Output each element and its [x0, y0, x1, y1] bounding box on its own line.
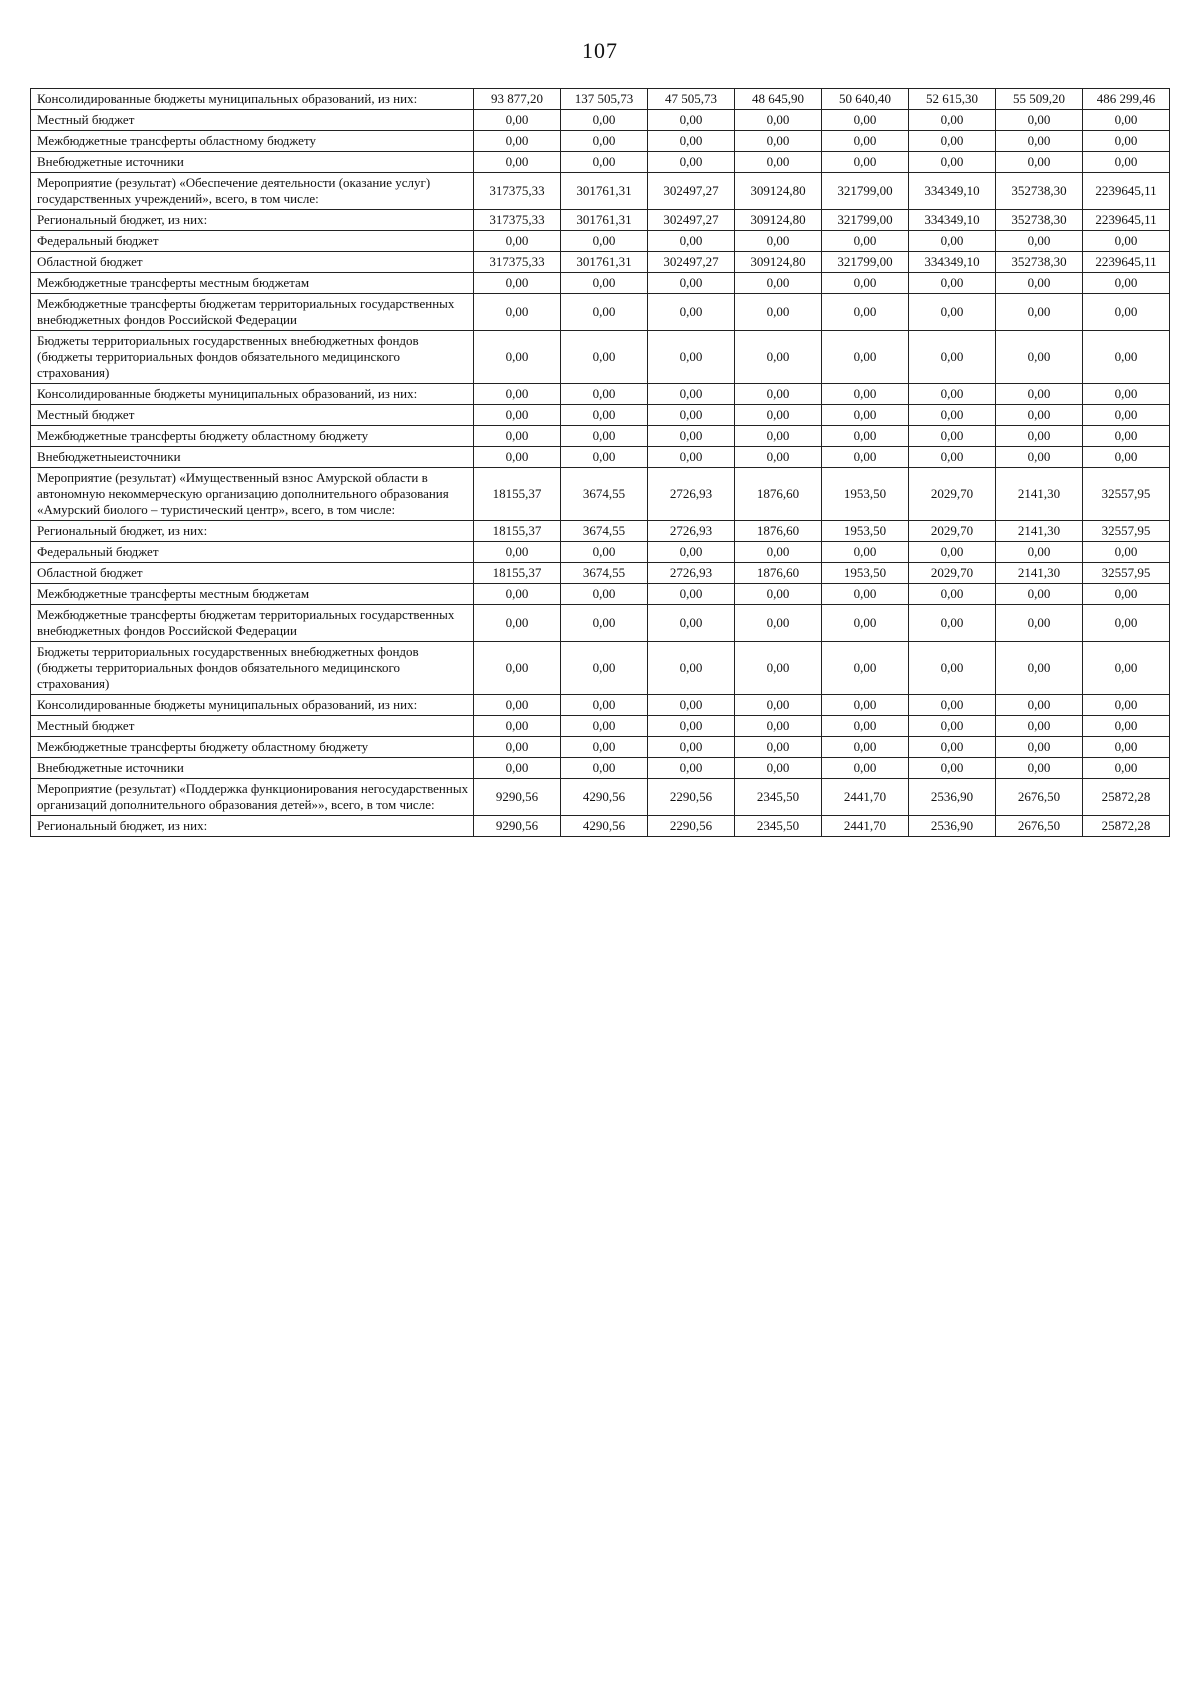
- row-value: 0,00: [909, 405, 996, 426]
- row-value: 0,00: [735, 273, 822, 294]
- row-value: 0,00: [648, 384, 735, 405]
- row-value: 0,00: [1083, 605, 1170, 642]
- row-value: 0,00: [822, 152, 909, 173]
- table-row: [31, 737, 1170, 758]
- row-value: 0,00: [474, 405, 561, 426]
- row-value: 317375,33: [474, 173, 561, 210]
- row-value: 0,00: [822, 231, 909, 252]
- row-value: 302497,27: [648, 210, 735, 231]
- row-value: 0,00: [996, 695, 1083, 716]
- row-value: 0,00: [474, 737, 561, 758]
- row-value: 0,00: [909, 542, 996, 563]
- row-value: 2345,50: [735, 779, 822, 816]
- row-value: 2141,30: [996, 563, 1083, 584]
- row-value: 0,00: [996, 758, 1083, 779]
- row-value: 0,00: [909, 384, 996, 405]
- row-label: Бюджеты территориальных государственных внебюджетных фондов (бюджеты территориальных фондов обязательного медицинского страхования): [31, 331, 474, 384]
- row-value: 1876,60: [735, 521, 822, 542]
- row-value: 2290,56: [648, 779, 735, 816]
- row-value: 0,00: [909, 273, 996, 294]
- row-value: 32557,95: [1083, 468, 1170, 521]
- row-value: 0,00: [561, 152, 648, 173]
- row-value: 0,00: [648, 737, 735, 758]
- row-value: 0,00: [648, 642, 735, 695]
- row-value: 0,00: [1083, 152, 1170, 173]
- row-value: 0,00: [561, 542, 648, 563]
- budget-table: [30, 88, 1170, 837]
- row-value: 0,00: [822, 737, 909, 758]
- row-label: Региональный бюджет, из них:: [31, 521, 474, 542]
- row-value: 18155,37: [474, 521, 561, 542]
- page-number: 107: [582, 38, 618, 63]
- row-value: 0,00: [474, 131, 561, 152]
- row-value: 0,00: [1083, 273, 1170, 294]
- row-value: 0,00: [909, 737, 996, 758]
- row-label: Межбюджетные трансферты бюджету областному бюджету: [31, 426, 474, 447]
- row-value: 2441,70: [822, 816, 909, 837]
- row-value: 0,00: [735, 231, 822, 252]
- row-label: Бюджеты территориальных государственных внебюджетных фондов (бюджеты территориальных фондов обязательного медицинского страхования): [31, 642, 474, 695]
- row-value: 321799,00: [822, 210, 909, 231]
- row-label: Мероприятие (результат) «Обеспечение деятельности (оказание услуг) государственных учреждений», всего, в том числе:: [31, 173, 474, 210]
- table-row: [31, 252, 1170, 273]
- row-value: 0,00: [1083, 716, 1170, 737]
- row-label: Межбюджетные трансферты бюджетам территориальных государственных внебюджетных фондов Российской Федерации: [31, 294, 474, 331]
- row-value: 0,00: [1083, 584, 1170, 605]
- row-value: 0,00: [561, 294, 648, 331]
- row-value: 0,00: [822, 426, 909, 447]
- row-value: 0,00: [735, 384, 822, 405]
- row-value: 0,00: [561, 758, 648, 779]
- table-row: [31, 642, 1170, 695]
- row-value: 301761,31: [561, 252, 648, 273]
- row-label: Внебюджетныеисточники: [31, 447, 474, 468]
- row-value: 0,00: [648, 426, 735, 447]
- row-value: 0,00: [909, 110, 996, 131]
- row-value: 0,00: [648, 131, 735, 152]
- table-row: [31, 89, 1170, 110]
- row-value: 0,00: [1083, 737, 1170, 758]
- row-value: 0,00: [561, 405, 648, 426]
- row-value: 321799,00: [822, 173, 909, 210]
- row-value: 47 505,73: [648, 89, 735, 110]
- row-label: Областной бюджет: [31, 252, 474, 273]
- table-row: [31, 294, 1170, 331]
- row-value: 0,00: [909, 426, 996, 447]
- row-value: 4290,56: [561, 816, 648, 837]
- row-label: Областной бюджет: [31, 563, 474, 584]
- row-value: 2029,70: [909, 563, 996, 584]
- row-label: Консолидированные бюджеты муниципальных образований, из них:: [31, 89, 474, 110]
- row-value: 0,00: [474, 110, 561, 131]
- row-value: 334349,10: [909, 210, 996, 231]
- row-value: 0,00: [735, 405, 822, 426]
- row-value: 0,00: [474, 542, 561, 563]
- row-value: 0,00: [996, 584, 1083, 605]
- row-value: 0,00: [909, 716, 996, 737]
- row-value: 0,00: [1083, 231, 1170, 252]
- row-label: Федеральный бюджет: [31, 542, 474, 563]
- row-label: Федеральный бюджет: [31, 231, 474, 252]
- row-value: 2536,90: [909, 779, 996, 816]
- row-value: 0,00: [561, 737, 648, 758]
- row-value: 0,00: [822, 273, 909, 294]
- row-value: 0,00: [1083, 331, 1170, 384]
- row-value: 0,00: [561, 110, 648, 131]
- table-row: [31, 405, 1170, 426]
- row-label: Региональный бюджет, из них:: [31, 816, 474, 837]
- row-value: 0,00: [561, 273, 648, 294]
- row-value: 302497,27: [648, 252, 735, 273]
- row-value: 0,00: [648, 447, 735, 468]
- row-value: 0,00: [1083, 110, 1170, 131]
- table-row: [31, 426, 1170, 447]
- table-row: [31, 584, 1170, 605]
- row-value: 302497,27: [648, 173, 735, 210]
- row-value: 0,00: [648, 294, 735, 331]
- row-value: 0,00: [735, 447, 822, 468]
- table-row: [31, 816, 1170, 837]
- row-value: 1953,50: [822, 563, 909, 584]
- row-value: 0,00: [474, 152, 561, 173]
- table-body: [31, 89, 1170, 837]
- table-row: [31, 331, 1170, 384]
- row-value: 0,00: [1083, 758, 1170, 779]
- row-value: 0,00: [996, 447, 1083, 468]
- row-value: 0,00: [909, 758, 996, 779]
- row-value: 93 877,20: [474, 89, 561, 110]
- row-value: 0,00: [909, 605, 996, 642]
- row-value: 0,00: [822, 716, 909, 737]
- row-label: Межбюджетные трансферты бюджетам территориальных государственных внебюджетных фондов Российской Федерации: [31, 605, 474, 642]
- row-value: 2029,70: [909, 521, 996, 542]
- row-value: 0,00: [561, 642, 648, 695]
- row-value: 0,00: [1083, 426, 1170, 447]
- row-value: 0,00: [474, 426, 561, 447]
- row-value: 0,00: [822, 110, 909, 131]
- row-value: 2239645,11: [1083, 252, 1170, 273]
- row-value: 0,00: [474, 294, 561, 331]
- row-value: 0,00: [1083, 384, 1170, 405]
- row-value: 18155,37: [474, 563, 561, 584]
- row-value: 0,00: [909, 231, 996, 252]
- row-value: 301761,31: [561, 173, 648, 210]
- table-row: [31, 779, 1170, 816]
- table-row: [31, 152, 1170, 173]
- row-label: Межбюджетные трансферты областному бюджету: [31, 131, 474, 152]
- row-value: 4290,56: [561, 779, 648, 816]
- table-row: [31, 758, 1170, 779]
- row-value: 0,00: [648, 273, 735, 294]
- row-value: 18155,37: [474, 468, 561, 521]
- row-label: Межбюджетные трансферты бюджету областному бюджету: [31, 737, 474, 758]
- row-value: 0,00: [561, 695, 648, 716]
- row-label: Местный бюджет: [31, 405, 474, 426]
- row-value: 3674,55: [561, 521, 648, 542]
- row-value: 0,00: [1083, 695, 1170, 716]
- row-label: Межбюджетные трансферты местным бюджетам: [31, 273, 474, 294]
- row-value: 0,00: [996, 152, 1083, 173]
- row-value: 0,00: [735, 642, 822, 695]
- row-value: 0,00: [735, 294, 822, 331]
- row-value: 0,00: [996, 642, 1083, 695]
- row-value: 0,00: [648, 405, 735, 426]
- row-value: 0,00: [474, 758, 561, 779]
- row-label: Консолидированные бюджеты муниципальных образований, из них:: [31, 384, 474, 405]
- row-value: 2239645,11: [1083, 210, 1170, 231]
- row-value: 0,00: [1083, 405, 1170, 426]
- row-value: 2441,70: [822, 779, 909, 816]
- row-value: 0,00: [735, 110, 822, 131]
- row-label: Внебюджетные источники: [31, 152, 474, 173]
- row-value: 0,00: [561, 584, 648, 605]
- table-row: [31, 521, 1170, 542]
- row-value: 2676,50: [996, 779, 1083, 816]
- row-value: 0,00: [561, 231, 648, 252]
- row-value: 0,00: [474, 231, 561, 252]
- row-value: 1876,60: [735, 468, 822, 521]
- row-value: 486 299,46: [1083, 89, 1170, 110]
- row-value: 0,00: [474, 642, 561, 695]
- row-value: 321799,00: [822, 252, 909, 273]
- row-value: 0,00: [735, 605, 822, 642]
- row-value: 1876,60: [735, 563, 822, 584]
- row-value: 0,00: [648, 758, 735, 779]
- table-row: [31, 173, 1170, 210]
- table-row: [31, 447, 1170, 468]
- row-value: 32557,95: [1083, 563, 1170, 584]
- row-value: 0,00: [561, 131, 648, 152]
- row-value: 352738,30: [996, 210, 1083, 231]
- row-value: 9290,56: [474, 816, 561, 837]
- row-value: 2141,30: [996, 468, 1083, 521]
- row-label: Региональный бюджет, из них:: [31, 210, 474, 231]
- row-value: 0,00: [909, 584, 996, 605]
- row-value: 0,00: [996, 716, 1083, 737]
- row-value: 0,00: [996, 405, 1083, 426]
- table-row: [31, 542, 1170, 563]
- row-value: 0,00: [648, 542, 735, 563]
- row-value: 309124,80: [735, 252, 822, 273]
- table-row: [31, 231, 1170, 252]
- row-value: 0,00: [648, 331, 735, 384]
- row-value: 317375,33: [474, 210, 561, 231]
- row-value: 0,00: [822, 605, 909, 642]
- row-value: 0,00: [996, 605, 1083, 642]
- row-value: 0,00: [996, 737, 1083, 758]
- row-value: 0,00: [561, 384, 648, 405]
- table-row: [31, 273, 1170, 294]
- row-value: 2726,93: [648, 563, 735, 584]
- row-value: 3674,55: [561, 563, 648, 584]
- row-value: 0,00: [1083, 642, 1170, 695]
- row-value: 0,00: [1083, 542, 1170, 563]
- row-value: 0,00: [822, 542, 909, 563]
- row-value: 0,00: [822, 584, 909, 605]
- row-value: 0,00: [909, 695, 996, 716]
- row-value: 0,00: [561, 331, 648, 384]
- row-label: Местный бюджет: [31, 716, 474, 737]
- row-value: 25872,28: [1083, 816, 1170, 837]
- row-value: 0,00: [1083, 447, 1170, 468]
- row-value: 0,00: [735, 152, 822, 173]
- row-value: 0,00: [822, 384, 909, 405]
- row-value: 0,00: [735, 542, 822, 563]
- row-value: 0,00: [474, 331, 561, 384]
- row-value: 0,00: [474, 584, 561, 605]
- row-value: 0,00: [735, 584, 822, 605]
- row-value: 0,00: [735, 426, 822, 447]
- row-value: 0,00: [735, 331, 822, 384]
- row-value: 0,00: [822, 294, 909, 331]
- row-value: 0,00: [822, 131, 909, 152]
- table-row: [31, 716, 1170, 737]
- row-value: 2726,93: [648, 468, 735, 521]
- row-value: 0,00: [561, 447, 648, 468]
- row-value: 55 509,20: [996, 89, 1083, 110]
- row-value: 0,00: [909, 294, 996, 331]
- row-value: 309124,80: [735, 173, 822, 210]
- row-value: 52 615,30: [909, 89, 996, 110]
- row-value: 352738,30: [996, 252, 1083, 273]
- row-value: 2536,90: [909, 816, 996, 837]
- row-value: 334349,10: [909, 173, 996, 210]
- row-value: 0,00: [909, 331, 996, 384]
- table-row: [31, 695, 1170, 716]
- row-value: 0,00: [648, 716, 735, 737]
- row-label: Межбюджетные трансферты местным бюджетам: [31, 584, 474, 605]
- row-value: 0,00: [1083, 294, 1170, 331]
- row-value: 50 640,40: [822, 89, 909, 110]
- row-label: Консолидированные бюджеты муниципальных образований, из них:: [31, 695, 474, 716]
- row-value: 352738,30: [996, 173, 1083, 210]
- row-value: 309124,80: [735, 210, 822, 231]
- row-value: 0,00: [909, 447, 996, 468]
- row-value: 0,00: [648, 605, 735, 642]
- row-value: 1953,50: [822, 521, 909, 542]
- row-value: 0,00: [996, 384, 1083, 405]
- row-value: 2290,56: [648, 816, 735, 837]
- budget-table-container: [30, 88, 1170, 837]
- row-value: 0,00: [735, 131, 822, 152]
- row-value: 2726,93: [648, 521, 735, 542]
- row-value: 0,00: [996, 426, 1083, 447]
- table-row: [31, 605, 1170, 642]
- row-value: 0,00: [1083, 131, 1170, 152]
- row-value: 0,00: [996, 331, 1083, 384]
- row-value: 0,00: [735, 695, 822, 716]
- row-value: 301761,31: [561, 210, 648, 231]
- table-row: [31, 468, 1170, 521]
- row-value: 0,00: [909, 642, 996, 695]
- row-value: 0,00: [474, 605, 561, 642]
- row-value: 0,00: [561, 426, 648, 447]
- table-row: [31, 210, 1170, 231]
- row-value: 2676,50: [996, 816, 1083, 837]
- row-value: 0,00: [735, 716, 822, 737]
- row-value: 0,00: [648, 695, 735, 716]
- row-value: 2239645,11: [1083, 173, 1170, 210]
- row-label: Мероприятие (результат) «Имущественный взнос Амурской области в автономную некоммерческую организацию дополнительного образования «Амурский биолого – туристический центр», всего, в том числе:: [31, 468, 474, 521]
- row-value: 0,00: [648, 152, 735, 173]
- row-value: 0,00: [474, 273, 561, 294]
- row-value: 0,00: [822, 405, 909, 426]
- row-value: 0,00: [996, 542, 1083, 563]
- row-value: 48 645,90: [735, 89, 822, 110]
- row-label: Внебюджетные источники: [31, 758, 474, 779]
- row-value: 0,00: [822, 642, 909, 695]
- row-value: 0,00: [648, 231, 735, 252]
- table-row: [31, 384, 1170, 405]
- row-value: 0,00: [822, 331, 909, 384]
- row-value: 0,00: [822, 447, 909, 468]
- row-label: Местный бюджет: [31, 110, 474, 131]
- table-row: [31, 131, 1170, 152]
- row-value: 1953,50: [822, 468, 909, 521]
- row-value: 334349,10: [909, 252, 996, 273]
- table-row: [31, 563, 1170, 584]
- row-value: 0,00: [561, 716, 648, 737]
- row-value: 2141,30: [996, 521, 1083, 542]
- row-value: 25872,28: [1083, 779, 1170, 816]
- row-value: 0,00: [996, 231, 1083, 252]
- row-value: 0,00: [735, 737, 822, 758]
- row-value: 0,00: [474, 447, 561, 468]
- row-value: 2345,50: [735, 816, 822, 837]
- row-value: 0,00: [474, 716, 561, 737]
- row-value: 0,00: [822, 758, 909, 779]
- row-value: 2029,70: [909, 468, 996, 521]
- table-row: [31, 110, 1170, 131]
- row-value: 0,00: [996, 273, 1083, 294]
- row-value: 0,00: [735, 758, 822, 779]
- row-value: 3674,55: [561, 468, 648, 521]
- row-value: 0,00: [561, 605, 648, 642]
- row-value: 32557,95: [1083, 521, 1170, 542]
- row-value: 0,00: [648, 584, 735, 605]
- row-value: 0,00: [648, 110, 735, 131]
- row-value: 137 505,73: [561, 89, 648, 110]
- row-value: 0,00: [996, 110, 1083, 131]
- row-value: 0,00: [996, 294, 1083, 331]
- row-value: 0,00: [822, 695, 909, 716]
- row-value: 0,00: [996, 131, 1083, 152]
- row-value: 0,00: [909, 152, 996, 173]
- row-value: 0,00: [909, 131, 996, 152]
- row-value: 9290,56: [474, 779, 561, 816]
- row-value: 317375,33: [474, 252, 561, 273]
- row-value: 0,00: [474, 384, 561, 405]
- row-value: 0,00: [474, 695, 561, 716]
- row-label: Мероприятие (результат) «Поддержка функционирования негосударственных организаций дополнительного образования детей»», всего, в том числе:: [31, 779, 474, 816]
